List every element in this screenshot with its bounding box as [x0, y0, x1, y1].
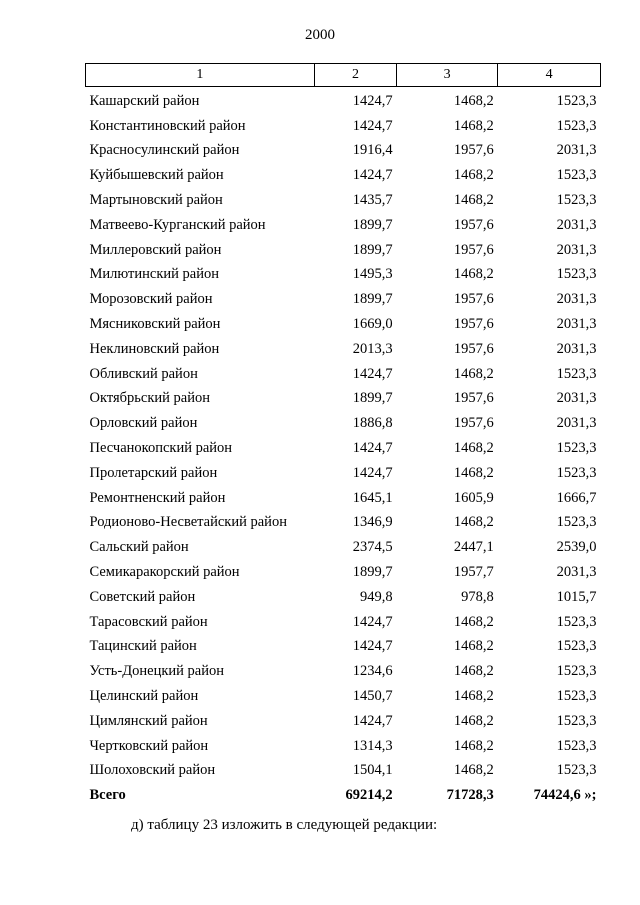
table-row	[86, 362, 601, 387]
district-name-cell: Семикаракорский район	[89, 564, 240, 581]
table-row	[86, 411, 601, 436]
page-number: 2000	[305, 27, 335, 43]
value-cell-3: 1468,2	[453, 514, 494, 531]
district-name-cell: Тацинский район	[89, 638, 197, 655]
total-value-4: 74424,6 »;	[533, 787, 597, 804]
value-cell-3: 1468,2	[453, 266, 494, 283]
table-row	[86, 684, 601, 709]
value-cell-4: 1523,3	[556, 92, 597, 109]
value-cell-4: 1523,3	[556, 737, 597, 754]
value-cell-2: 1899,7	[352, 216, 393, 233]
district-name-cell: Мартыновский район	[89, 192, 223, 209]
value-cell-3: 1957,6	[453, 142, 494, 159]
value-cell-2: 1424,7	[352, 365, 393, 382]
table-body	[86, 87, 601, 809]
value-cell-3: 1957,6	[453, 316, 494, 333]
district-name-cell: Цимлянский район	[89, 712, 208, 729]
district-name-cell: Ремонтненский район	[89, 489, 226, 506]
header-col-1: 1	[86, 64, 315, 87]
data-table	[85, 63, 601, 808]
district-name-cell: Родионово-Несветайский район	[89, 514, 287, 531]
district-name-cell: Усть-Донецкий район	[89, 663, 224, 680]
value-cell-3: 1468,2	[453, 688, 494, 705]
value-cell-4: 2031,3	[556, 564, 597, 581]
value-cell-3: 1605,9	[453, 489, 494, 506]
value-cell-4: 1523,3	[556, 440, 597, 457]
table-row	[86, 312, 601, 337]
table-row	[86, 436, 601, 461]
table-row	[86, 610, 601, 635]
district-name-cell: Шолоховский район	[89, 762, 216, 779]
district-name-cell: Матвеево-Курганский район	[89, 216, 266, 233]
district-name-cell: Сальский район	[89, 539, 189, 556]
district-name-cell: Орловский район	[89, 415, 198, 432]
value-cell-3: 1468,2	[453, 440, 494, 457]
header-col-2: 2	[314, 64, 396, 87]
district-name-cell: Советский район	[89, 588, 196, 605]
value-cell-2: 1424,7	[352, 638, 393, 655]
table-row	[86, 114, 601, 139]
value-cell-4: 1523,3	[556, 613, 597, 630]
table-row	[86, 238, 601, 263]
value-cell-3: 1468,2	[453, 663, 494, 680]
table-row	[86, 387, 601, 412]
value-cell-4: 1666,7	[556, 489, 597, 506]
value-cell-2: 1234,6	[352, 663, 393, 680]
value-cell-3: 978,8	[461, 588, 494, 605]
value-cell-2: 1899,7	[352, 390, 393, 407]
value-cell-2: 1899,7	[352, 291, 393, 308]
table-row	[86, 461, 601, 486]
value-cell-4: 1523,3	[556, 117, 597, 134]
value-cell-3: 1468,2	[453, 613, 494, 630]
value-cell-2: 2013,3	[352, 340, 393, 357]
value-cell-3: 1957,6	[453, 291, 494, 308]
district-name-cell: Мясниковский район	[89, 316, 221, 333]
table-row	[86, 635, 601, 660]
district-name-cell: Чертковский район	[89, 737, 209, 754]
footer-text: д) таблицу 23 изложить в следующей редакции:	[131, 817, 438, 833]
table-row	[86, 87, 601, 114]
table-row	[86, 560, 601, 585]
value-cell-3: 1468,2	[453, 762, 494, 779]
value-cell-2: 1314,3	[352, 737, 393, 754]
district-name-cell: Красносулинский район	[89, 142, 240, 159]
value-cell-4: 2031,3	[556, 241, 597, 258]
value-cell-2: 1916,4	[352, 142, 393, 159]
value-cell-3: 1468,2	[453, 712, 494, 729]
value-cell-3: 1468,2	[453, 117, 494, 134]
value-cell-3: 1957,6	[453, 216, 494, 233]
district-name-cell: Кашарский район	[89, 92, 200, 109]
total-row	[86, 783, 601, 808]
value-cell-2: 1450,7	[352, 688, 393, 705]
value-cell-3: 1468,2	[453, 737, 494, 754]
value-cell-2: 1435,7	[352, 192, 393, 209]
header-row	[86, 64, 601, 87]
value-cell-4: 1523,3	[556, 266, 597, 283]
value-cell-3: 1468,2	[453, 365, 494, 382]
value-cell-2: 1424,7	[352, 712, 393, 729]
table-header	[86, 64, 601, 87]
value-cell-3: 1957,6	[453, 340, 494, 357]
district-name-cell: Октябрьский район	[89, 390, 210, 407]
value-cell-2: 1669,0	[352, 316, 393, 333]
value-cell-2: 1495,3	[352, 266, 393, 283]
value-cell-4: 1523,3	[556, 192, 597, 209]
value-cell-4: 1523,3	[556, 365, 597, 382]
value-cell-2: 1346,9	[352, 514, 393, 531]
district-name-cell: Константиновский район	[89, 117, 246, 134]
table-row	[86, 511, 601, 536]
total-value-2: 69214,2	[345, 787, 393, 804]
value-cell-3: 2447,1	[453, 539, 494, 556]
district-name-cell: Обливский район	[89, 365, 198, 382]
total-value-3: 71728,3	[446, 787, 494, 804]
value-cell-3: 1468,2	[453, 167, 494, 184]
table-row	[86, 535, 601, 560]
district-name-cell: Целинский район	[89, 688, 199, 705]
value-cell-4: 1523,3	[556, 167, 597, 184]
district-name-cell: Милютинский район	[89, 266, 219, 283]
table-row	[86, 659, 601, 684]
value-cell-3: 1957,6	[453, 415, 494, 432]
value-cell-2: 1424,7	[352, 92, 393, 109]
header-col-3: 3	[397, 64, 498, 87]
table-row	[86, 585, 601, 610]
value-cell-2: 1424,7	[352, 167, 393, 184]
value-cell-4: 1523,3	[556, 514, 597, 531]
value-cell-2: 1424,7	[352, 464, 393, 481]
table-row	[86, 486, 601, 511]
table-row	[86, 287, 601, 312]
value-cell-4: 2031,3	[556, 415, 597, 432]
value-cell-4: 2539,0	[556, 539, 597, 556]
district-name-cell: Песчанокопский район	[89, 440, 233, 457]
value-cell-3: 1468,2	[453, 192, 494, 209]
table-row	[86, 337, 601, 362]
value-cell-4: 2031,3	[556, 291, 597, 308]
table-row	[86, 263, 601, 288]
value-cell-2: 1899,7	[352, 564, 393, 581]
value-cell-2: 1504,1	[352, 762, 393, 779]
district-name-cell: Неклиновский район	[89, 340, 220, 357]
value-cell-4: 2031,3	[556, 340, 597, 357]
value-cell-2: 949,8	[359, 588, 393, 605]
value-cell-4: 1523,3	[556, 464, 597, 481]
district-name-cell: Морозовский район	[89, 291, 213, 308]
value-cell-3: 1468,2	[453, 638, 494, 655]
table-row	[86, 139, 601, 164]
value-cell-4: 2031,3	[556, 216, 597, 233]
value-cell-4: 2031,3	[556, 316, 597, 333]
value-cell-2: 2374,5	[352, 539, 393, 556]
value-cell-4: 1523,3	[556, 762, 597, 779]
value-cell-3: 1957,6	[453, 390, 494, 407]
district-name-cell: Миллеровский район	[89, 241, 222, 258]
value-cell-4: 1523,3	[556, 638, 597, 655]
table-row	[86, 709, 601, 734]
value-cell-2: 1886,8	[352, 415, 393, 432]
value-cell-2: 1424,7	[352, 613, 393, 630]
value-cell-4: 1523,3	[556, 688, 597, 705]
value-cell-4: 1015,7	[556, 588, 597, 605]
value-cell-3: 1957,6	[453, 241, 494, 258]
value-cell-4: 1523,3	[556, 663, 597, 680]
value-cell-2: 1899,7	[352, 241, 393, 258]
value-cell-3: 1468,2	[453, 92, 494, 109]
value-cell-3: 1957,7	[453, 564, 494, 581]
table-row	[86, 734, 601, 759]
total-label: Всего	[89, 787, 126, 804]
header-col-4: 4	[498, 64, 601, 87]
value-cell-4: 1523,3	[556, 712, 597, 729]
table-row	[86, 188, 601, 213]
value-cell-2: 1645,1	[352, 489, 393, 506]
district-name-cell: Куйбышевский район	[89, 167, 224, 184]
district-name-cell: Пролетарский район	[89, 464, 218, 481]
district-name-cell: Тарасовский район	[89, 613, 208, 630]
value-cell-2: 1424,7	[352, 440, 393, 457]
table-row	[86, 163, 601, 188]
value-cell-4: 2031,3	[556, 142, 597, 159]
table-row	[86, 759, 601, 784]
value-cell-2: 1424,7	[352, 117, 393, 134]
value-cell-3: 1468,2	[453, 464, 494, 481]
table-row	[86, 213, 601, 238]
value-cell-4: 2031,3	[556, 390, 597, 407]
